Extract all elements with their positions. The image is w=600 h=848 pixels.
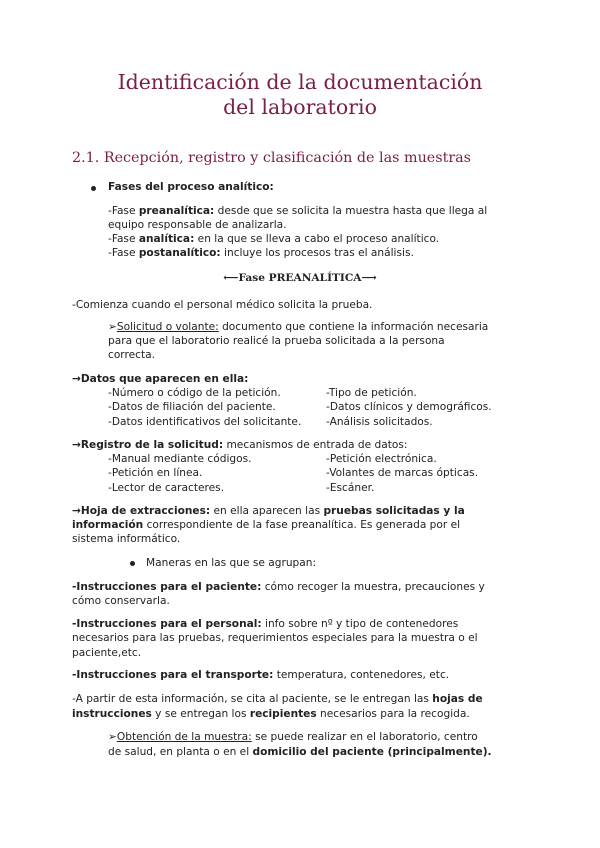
- registro-left-3: -Lector de caracteres.: [108, 482, 225, 494]
- datos-right-1: -Tipo de petición.: [326, 387, 417, 399]
- apartir-text: necesarios para la recogida.: [316, 708, 470, 720]
- hoja-label: →Hoja de extracciones:: [72, 505, 211, 517]
- hoja-text: en ella aparecen las: [210, 505, 324, 517]
- registro-desc: mecanismos de entrada de datos:: [223, 439, 408, 451]
- page-title: [0, 70, 600, 120]
- instr-text: cómo recoger la muestra, precauciones y: [261, 581, 485, 593]
- registro-left-2: -Petición en línea.: [108, 467, 203, 479]
- apartir-line-1: [72, 692, 483, 707]
- fase-desc: desde que se solicita la muestra hasta que llega al: [214, 205, 488, 217]
- fase-preanalitica-cont: equipo responsable de analizarla.: [108, 219, 287, 231]
- hoja-line-2: [72, 518, 460, 533]
- datos-left-3: -Datos identificativos del solicitante.: [108, 416, 302, 428]
- obtencion-bold: domicilio del paciente (principalmente).: [252, 746, 492, 758]
- solicitud-line-1: [108, 320, 488, 335]
- fase-term: preanalítica:: [138, 205, 215, 217]
- obtencion-label: Obtención de la muestra:: [116, 731, 252, 743]
- instr-transporte-line: [72, 668, 449, 683]
- obtencion-text: se puede realizar en el laboratorio, centro: [251, 731, 478, 743]
- instr-personal-line-2: necesarios para las pruebas, requerimientos especiales para la muestra o el: [72, 632, 478, 644]
- apartir-line-2: [72, 707, 470, 722]
- fase-term: postanalítico:: [138, 247, 221, 259]
- obtencion-line-2: [108, 745, 492, 760]
- title-line-2: del laboratorio: [223, 95, 377, 119]
- fase-analitica-line: [108, 232, 439, 247]
- apartir-text: y se entregan los: [151, 708, 250, 720]
- instr-text: info sobre nº y tipo de contenedores: [261, 618, 459, 630]
- apartir-bold: instrucciones: [72, 708, 152, 720]
- fase-prefix: -Fase: [108, 205, 139, 217]
- apartir-bold: hojas de: [432, 693, 483, 705]
- datos-right-2: -Datos clínicos y demográficos.: [326, 401, 492, 413]
- arrow-icon: ➢: [108, 731, 117, 743]
- instr-text: temperatura, contenedores, etc.: [273, 669, 450, 681]
- apartir-text: -A partir de esta información, se cita al paciente, se le entregan las: [72, 693, 433, 705]
- fase-prefix: -Fase: [108, 247, 139, 259]
- instr-personal-line-1: [72, 617, 458, 632]
- hoja-text: correspondiente de la fase preanalítica. Es generada por el: [143, 519, 461, 531]
- hoja-bold: pruebas solicitadas y la: [323, 505, 465, 517]
- bullet-icon: [130, 561, 135, 566]
- fase-prefix: -Fase: [108, 233, 139, 245]
- fase-term: analítica:: [138, 233, 195, 245]
- solicitud-line-2: para que el laboratorio realicé la prueba solicitada a la persona: [108, 335, 445, 347]
- registro-right-1: -Petición electrónica.: [326, 453, 437, 465]
- maneras-heading: Maneras en las que se agrupan:: [146, 557, 317, 569]
- registro-right-2: -Volantes de marcas ópticas.: [326, 467, 479, 479]
- instr-label: -Instrucciones para el transporte:: [72, 669, 274, 681]
- title-line-1: Identificación de la documentación: [117, 70, 483, 94]
- comienza-text: -Comienza cuando el personal médico solicita la prueba.: [72, 299, 373, 311]
- datos-left-2: -Datos de filiación del paciente.: [108, 401, 276, 413]
- registro-right-3: -Escáner.: [326, 482, 375, 494]
- obtencion-line-1: [108, 730, 478, 745]
- fases-heading: Fases del proceso analítico:: [108, 181, 274, 193]
- instr-label: -Instrucciones para el personal:: [72, 618, 262, 630]
- arrow-icon: ➢: [108, 321, 117, 333]
- instr-paciente-line-2: cómo conservarla.: [72, 595, 170, 607]
- fase-postanalitica-line: [108, 246, 414, 261]
- solicitud-line-3: correcta.: [108, 349, 155, 361]
- fase-desc: incluye los procesos tras el análisis.: [220, 247, 414, 259]
- datos-heading: →Datos que aparecen en ella:: [72, 373, 249, 385]
- hoja-bold: información: [72, 519, 144, 531]
- section-heading: 2.1. Recepción, registro y clasificación de las muestras: [72, 150, 472, 166]
- solicitud-label: Solicitud o volante:: [116, 321, 219, 333]
- instr-personal-line-3: paciente,etc.: [72, 647, 142, 659]
- datos-left-1: -Número o código de la petición.: [108, 387, 281, 399]
- hoja-line-3: sistema informático.: [72, 533, 181, 545]
- fase-preanalitica-line: [108, 204, 487, 219]
- registro-label: →Registro de la solicitud:: [72, 439, 224, 451]
- datos-right-3: -Análisis solicitados.: [326, 416, 433, 428]
- registro-heading: [72, 438, 407, 453]
- hoja-line-1: [72, 504, 465, 519]
- obtencion-text: de salud, en planta o en el: [108, 746, 253, 758]
- fase-desc: en la que se lleva a cabo el proceso analítico.: [194, 233, 440, 245]
- instr-paciente-line-1: [72, 580, 485, 595]
- bullet-icon: [91, 186, 96, 191]
- apartir-bold: recipientes: [249, 708, 317, 720]
- registro-left-1: -Manual mediante códigos.: [108, 453, 252, 465]
- instr-label: -Instrucciones para el paciente:: [72, 581, 262, 593]
- preanalitica-heading: ⟵Fase PREANALÍTICA⟶: [223, 272, 377, 284]
- solicitud-text: documento que contiene la información necesaria: [218, 321, 489, 333]
